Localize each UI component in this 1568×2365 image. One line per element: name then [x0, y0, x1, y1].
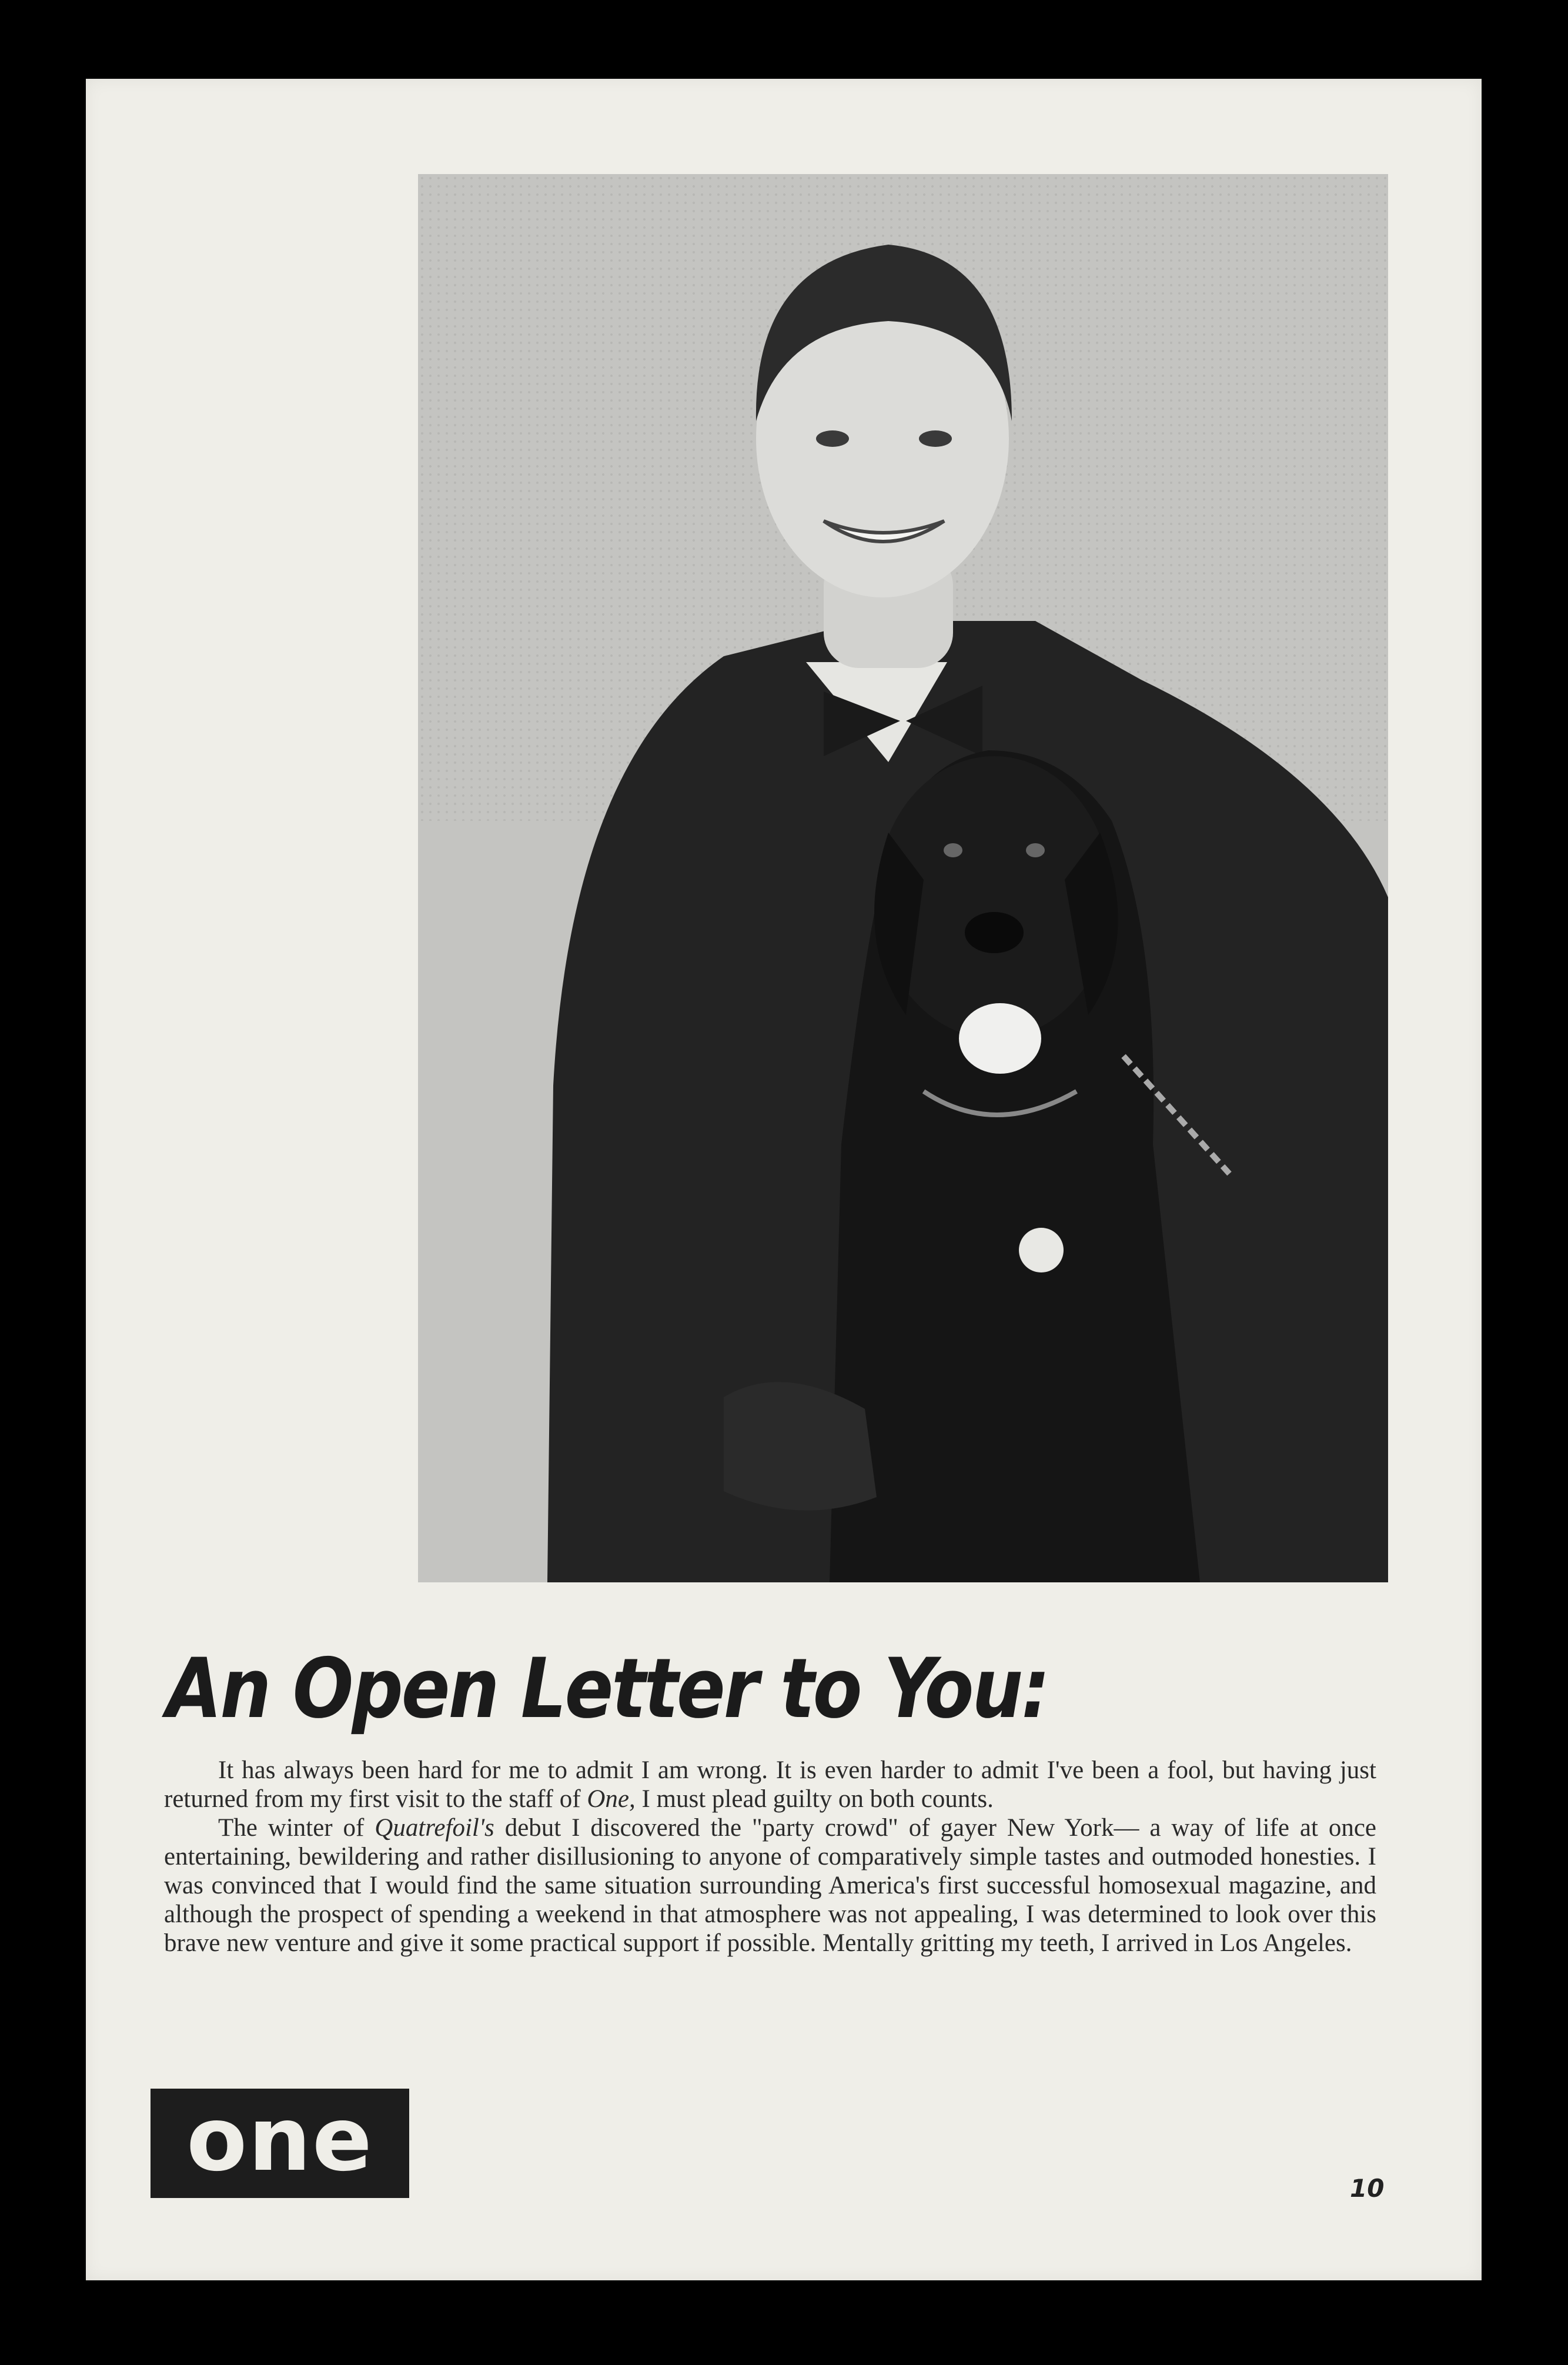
magazine-name-quatrefoil: Quatrefoil's [375, 1814, 494, 1842]
portrait-photo [418, 174, 1388, 1582]
page-number: 10 [1350, 2174, 1385, 2203]
photo-illustration [418, 174, 1388, 1582]
paragraph-1-text-a: It has always been hard for me to admit I am wrong. It is even harder to admit I've been a fool, but having just returned from my first visit to the staff of [164, 1756, 1376, 1813]
magazine-name-one: One, [587, 1785, 636, 1813]
magazine-page [86, 79, 1482, 2280]
paragraph-1-text-b: I must plead guilty on both counts. [635, 1785, 994, 1813]
article-body [164, 1756, 1376, 1958]
article-title: An Open Letter to You: [166, 1641, 1049, 1737]
paragraph-2-text-a: The winter of [218, 1814, 375, 1842]
one-logo [151, 2089, 409, 2198]
logo-text: one [186, 2089, 373, 2191]
article-paragraph-1 [164, 1756, 1376, 1813]
article-paragraph-2 [164, 1813, 1376, 1958]
paragraph-2-text-b: debut I discovered the "party crowd" of gayer New York— a way of life at once entertaining, bewildering and rather disillusioning to anyone of comparatively simple tastes and outmoded honesties. I was convinced that I would find the same situation surrounding America's first successful homosexual magazine, and although the prospect of spending a weekend in that atmosphere was not appealing, I was determined to look over this brave new venture and give it some practical support if possible. Mentally gritting my teeth, I arrived in Los Angeles. [164, 1814, 1377, 1957]
